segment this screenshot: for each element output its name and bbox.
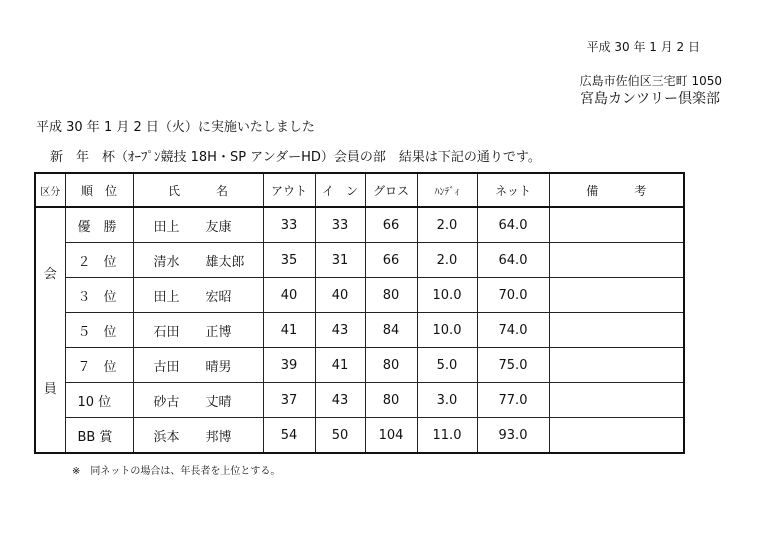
out-cell: 40 xyxy=(263,278,315,313)
name-cell xyxy=(133,278,263,313)
in-cell: 43 xyxy=(315,313,365,348)
out-cell: 33 xyxy=(263,207,315,243)
name-cell xyxy=(133,207,263,243)
out-cell: 39 xyxy=(263,348,315,383)
col-net: ネット xyxy=(477,173,549,207)
club-address: 広島市佐伯区三宅町 1050 xyxy=(579,74,722,88)
remarks-cell xyxy=(549,278,684,313)
handicap-cell: 2.0 xyxy=(417,243,477,278)
intro-text: 平成 30 年 1 月 2 日（火）に実施いたしました xyxy=(36,120,315,135)
col-in: イ ン xyxy=(315,173,365,207)
name-cell xyxy=(133,348,263,383)
surname: 砂古 xyxy=(153,394,180,410)
col-category: 区分 xyxy=(35,173,65,207)
given-name: 宏昭 xyxy=(205,289,232,305)
in-cell: 33 xyxy=(315,207,365,243)
out-cell: 41 xyxy=(263,313,315,348)
surname: 田上 xyxy=(153,289,180,305)
remarks-cell xyxy=(549,207,684,243)
given-name: 邦博 xyxy=(205,429,232,445)
table-row xyxy=(35,418,684,454)
table-row xyxy=(35,243,684,278)
footnote: ※ 同ネットの場合は、年長者を上位とする。 xyxy=(72,466,281,477)
gross-cell: 80 xyxy=(365,383,417,418)
rank-cell: ７ 位 xyxy=(65,348,133,383)
col-out: アウト xyxy=(263,173,315,207)
table-row xyxy=(35,278,684,313)
category-label-bottom: 員 xyxy=(43,382,57,397)
name-cell xyxy=(133,243,263,278)
name-cell xyxy=(133,313,263,348)
net-cell: 74.0 xyxy=(477,313,549,348)
in-cell: 50 xyxy=(315,418,365,454)
gross-cell: 80 xyxy=(365,348,417,383)
club-name: 宮島カンツリー倶楽部 xyxy=(580,91,720,107)
given-name: 友康 xyxy=(205,219,232,235)
net-cell: 77.0 xyxy=(477,383,549,418)
given-name: 丈晴 xyxy=(205,394,232,410)
competition-title: 新 年 杯（ｵｰﾌﾟﾝ競技 18H・SP アンダーHD）会員の部 結果は下記の通りです。 xyxy=(50,150,541,165)
surname: 清水 xyxy=(153,254,180,270)
surname: 浜本 xyxy=(153,429,180,445)
col-rank: 順 位 xyxy=(65,173,133,207)
remarks-cell xyxy=(549,418,684,454)
table-row xyxy=(35,313,684,348)
in-cell: 40 xyxy=(315,278,365,313)
table-row xyxy=(35,383,684,418)
table-header-row xyxy=(35,173,684,207)
table-row xyxy=(35,348,684,383)
rank-cell: BB 賞 xyxy=(65,418,133,454)
in-cell: 43 xyxy=(315,383,365,418)
surname: 田上 xyxy=(153,219,180,235)
document-date: 平成 30 年 1 月 2 日 xyxy=(586,40,700,54)
col-handicap: ﾊﾝﾃﾞｨ xyxy=(417,173,477,207)
handicap-cell: 5.0 xyxy=(417,348,477,383)
remarks-cell xyxy=(549,383,684,418)
col-remarks: 備 考 xyxy=(549,173,684,207)
gross-cell: 66 xyxy=(365,207,417,243)
out-cell: 54 xyxy=(263,418,315,454)
handicap-cell: 3.0 xyxy=(417,383,477,418)
gross-cell: 84 xyxy=(365,313,417,348)
rank-cell: ５ 位 xyxy=(65,313,133,348)
name-cell xyxy=(133,383,263,418)
handicap-cell: 10.0 xyxy=(417,278,477,313)
gross-cell: 104 xyxy=(365,418,417,454)
gross-cell: 80 xyxy=(365,278,417,313)
gross-cell: 66 xyxy=(365,243,417,278)
rank-cell: 10 位 xyxy=(65,383,133,418)
rank-cell: ３ 位 xyxy=(65,278,133,313)
given-name: 正博 xyxy=(205,324,232,340)
col-gross: グロス xyxy=(365,173,417,207)
handicap-cell: 2.0 xyxy=(417,207,477,243)
rank-cell: 優 勝 xyxy=(65,207,133,243)
col-name: 氏 名 xyxy=(133,173,263,207)
net-cell: 64.0 xyxy=(477,207,549,243)
remarks-cell xyxy=(549,348,684,383)
handicap-cell: 10.0 xyxy=(417,313,477,348)
name-cell xyxy=(133,418,263,454)
net-cell: 75.0 xyxy=(477,348,549,383)
remarks-cell xyxy=(549,243,684,278)
out-cell: 37 xyxy=(263,383,315,418)
remarks-cell xyxy=(549,313,684,348)
surname: 石田 xyxy=(153,324,180,340)
category-label-top: 会 xyxy=(43,267,57,282)
net-cell: 64.0 xyxy=(477,243,549,278)
given-name: 雄太郎 xyxy=(205,254,245,270)
table-row xyxy=(35,207,684,243)
rank-cell: ２ 位 xyxy=(65,243,133,278)
handicap-cell: 11.0 xyxy=(417,418,477,454)
in-cell: 41 xyxy=(315,348,365,383)
surname: 古田 xyxy=(153,359,180,375)
out-cell: 35 xyxy=(263,243,315,278)
net-cell: 70.0 xyxy=(477,278,549,313)
given-name: 晴男 xyxy=(205,359,232,375)
net-cell: 93.0 xyxy=(477,418,549,454)
in-cell: 31 xyxy=(315,243,365,278)
category-members xyxy=(35,207,65,453)
results-table xyxy=(34,172,685,454)
